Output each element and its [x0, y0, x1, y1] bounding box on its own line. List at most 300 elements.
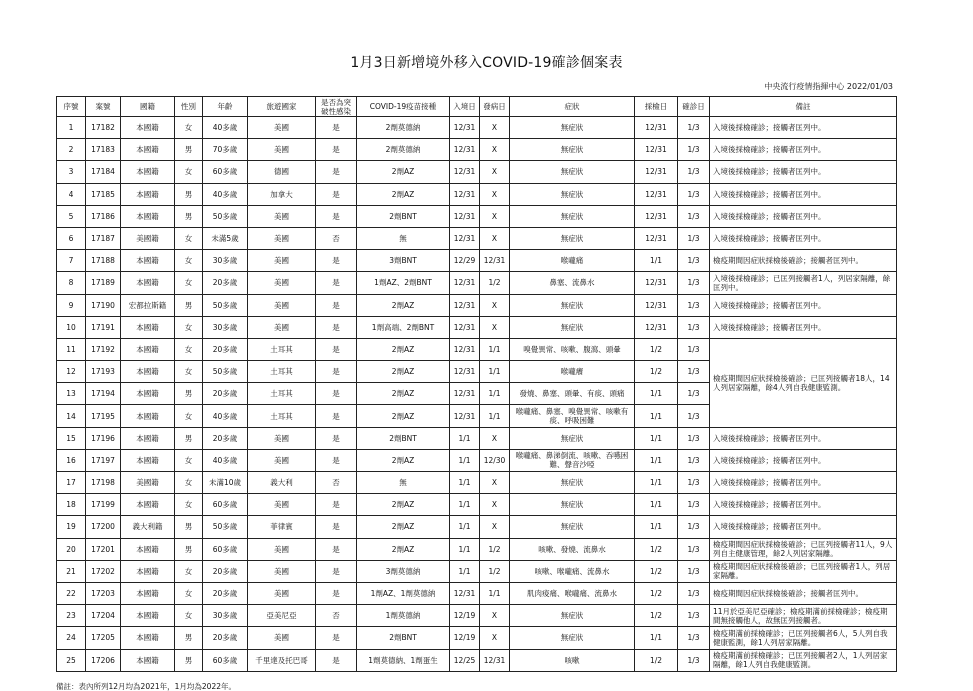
breakthrough-cell: 是 — [316, 183, 357, 205]
case-number-cell: 17182 — [86, 117, 121, 139]
table-row — [57, 472, 897, 494]
column-header: 性別 — [175, 97, 203, 117]
nationality-cell: 本國籍 — [121, 427, 175, 449]
case-number-cell: 17204 — [86, 605, 121, 627]
nationality-cell: 本國籍 — [121, 316, 175, 338]
confirm-date-cell: 1/3 — [678, 405, 710, 427]
travel-country-cell: 加拿大 — [248, 183, 316, 205]
onset-date-cell: 1/1 — [480, 405, 510, 427]
remark-cell: 入境後採檢確診；接觸者匡列中。 — [710, 139, 897, 161]
breakthrough-cell: 是 — [316, 205, 357, 227]
sex-cell: 女 — [175, 227, 203, 249]
symptom-cell: 咳嗽、喉嚨痛、流鼻水 — [510, 560, 635, 582]
test-date-cell: 1/2 — [635, 605, 678, 627]
serial-cell: 9 — [57, 294, 86, 316]
vaccine-cell: 2劑BNT — [357, 205, 450, 227]
remark-cell: 檢疫期滿前採檢確診；已匡列接觸者2人，1人列居家隔離，餘1人列自我健康監測。 — [710, 649, 897, 671]
test-date-cell: 12/31 — [635, 183, 678, 205]
travel-country-cell: 美國 — [248, 272, 316, 294]
age-cell: 50多歲 — [203, 361, 248, 383]
onset-date-cell: 1/1 — [480, 582, 510, 604]
serial-cell: 5 — [57, 205, 86, 227]
confirm-date-cell: 1/3 — [678, 649, 710, 671]
travel-country-cell: 土耳其 — [248, 338, 316, 360]
table-row — [57, 494, 897, 516]
case-number-cell: 17185 — [86, 183, 121, 205]
remark-cell: 入境後採檢確診；接觸者匡列中。 — [710, 117, 897, 139]
column-header: 發病日 — [480, 97, 510, 117]
nationality-cell: 本國籍 — [121, 627, 175, 649]
sex-cell: 女 — [175, 117, 203, 139]
test-date-cell: 1/1 — [635, 250, 678, 272]
case-number-cell: 17190 — [86, 294, 121, 316]
onset-date-cell: 1/2 — [480, 560, 510, 582]
sex-cell: 女 — [175, 449, 203, 471]
vaccine-cell: 2劑AZ — [357, 294, 450, 316]
vaccine-cell: 1劑AZ、1劑莫德納 — [357, 582, 450, 604]
table-row — [57, 338, 897, 360]
breakthrough-cell: 是 — [316, 649, 357, 671]
table-row — [57, 516, 897, 538]
breakthrough-cell: 是 — [316, 139, 357, 161]
sex-cell: 男 — [175, 383, 203, 405]
age-cell: 40多歲 — [203, 405, 248, 427]
vaccine-cell: 2劑AZ — [357, 183, 450, 205]
serial-cell: 11 — [57, 338, 86, 360]
confirm-date-cell: 1/3 — [678, 383, 710, 405]
symptom-cell: 喉嚨癢 — [510, 361, 635, 383]
nationality-cell: 本國籍 — [121, 361, 175, 383]
test-date-cell: 12/31 — [635, 161, 678, 183]
confirm-date-cell: 1/3 — [678, 250, 710, 272]
case-table — [56, 96, 897, 672]
travel-country-cell: 美國 — [248, 294, 316, 316]
confirm-date-cell: 1/3 — [678, 161, 710, 183]
age-cell: 50多歲 — [203, 516, 248, 538]
onset-date-cell: X — [480, 205, 510, 227]
breakthrough-cell: 是 — [316, 294, 357, 316]
nationality-cell: 本國籍 — [121, 405, 175, 427]
vaccine-cell: 3劑BNT — [357, 250, 450, 272]
case-number-cell: 17189 — [86, 272, 121, 294]
column-header: 序號 — [57, 97, 86, 117]
confirm-date-cell: 1/3 — [678, 494, 710, 516]
remark-cell: 入境後採檢確診；接觸者匡列中。 — [710, 183, 897, 205]
sex-cell: 男 — [175, 294, 203, 316]
vaccine-cell: 2劑莫德納 — [357, 139, 450, 161]
sex-cell: 女 — [175, 272, 203, 294]
age-cell: 50多歲 — [203, 205, 248, 227]
nationality-cell: 本國籍 — [121, 139, 175, 161]
entry-date-cell: 12/31 — [450, 316, 480, 338]
confirm-date-cell: 1/3 — [678, 272, 710, 294]
entry-date-cell: 12/31 — [450, 405, 480, 427]
test-date-cell: 1/1 — [635, 472, 678, 494]
remark-cell: 檢疫期間因症狀採檢後確診；已匡列接觸者1人，列居家隔離。 — [710, 560, 897, 582]
onset-date-cell: X — [480, 427, 510, 449]
onset-date-cell: 12/31 — [480, 649, 510, 671]
nationality-cell: 本國籍 — [121, 161, 175, 183]
case-number-cell: 17197 — [86, 449, 121, 471]
symptom-cell: 嗅覺異常、咳嗽、腹瀉、頭暈 — [510, 338, 635, 360]
symptom-cell: 無症狀 — [510, 627, 635, 649]
remark-cell: 入境後採檢確診；接觸者匡列中。 — [710, 472, 897, 494]
test-date-cell: 1/2 — [635, 582, 678, 604]
test-date-cell: 1/2 — [635, 649, 678, 671]
age-cell: 70多歲 — [203, 139, 248, 161]
onset-date-cell: X — [480, 139, 510, 161]
entry-date-cell: 12/31 — [450, 139, 480, 161]
onset-date-cell: 12/31 — [480, 250, 510, 272]
table-row — [57, 582, 897, 604]
remark-cell: 入境後採檢確診；已匡列接觸者1人，列居家隔離，餘匡列中。 — [710, 272, 897, 294]
test-date-cell: 1/1 — [635, 627, 678, 649]
case-number-cell: 17205 — [86, 627, 121, 649]
confirm-date-cell: 1/3 — [678, 205, 710, 227]
column-header: 入境日 — [450, 97, 480, 117]
entry-date-cell: 12/31 — [450, 227, 480, 249]
vaccine-cell: 2劑AZ — [357, 494, 450, 516]
breakthrough-cell: 是 — [316, 272, 357, 294]
travel-country-cell: 美國 — [248, 316, 316, 338]
serial-cell: 2 — [57, 139, 86, 161]
breakthrough-cell: 是 — [316, 361, 357, 383]
column-header: 採檢日 — [635, 97, 678, 117]
serial-cell: 7 — [57, 250, 86, 272]
symptom-cell: 無症狀 — [510, 117, 635, 139]
travel-country-cell: 美國 — [248, 427, 316, 449]
vaccine-cell: 3劑莫德納 — [357, 560, 450, 582]
symptom-cell: 咳嗽 — [510, 649, 635, 671]
case-number-cell: 17199 — [86, 494, 121, 516]
source-date: 中央流行疫情指揮中心 2022/01/03 — [764, 82, 893, 91]
vaccine-cell: 2劑AZ — [357, 538, 450, 560]
entry-date-cell: 12/31 — [450, 361, 480, 383]
vaccine-cell: 1劑莫德納 — [357, 605, 450, 627]
breakthrough-cell: 是 — [316, 516, 357, 538]
entry-date-cell: 1/1 — [450, 516, 480, 538]
breakthrough-cell: 是 — [316, 405, 357, 427]
breakthrough-cell: 是 — [316, 316, 357, 338]
table-row — [57, 538, 897, 560]
symptom-cell: 無症狀 — [510, 183, 635, 205]
onset-date-cell: 1/1 — [480, 338, 510, 360]
test-date-cell: 12/31 — [635, 227, 678, 249]
vaccine-cell: 2劑AZ — [357, 516, 450, 538]
entry-date-cell: 1/1 — [450, 560, 480, 582]
remark-cell: 入境後採檢確診；接觸者匡列中。 — [710, 316, 897, 338]
age-cell: 20多歲 — [203, 560, 248, 582]
age-cell: 40多歲 — [203, 449, 248, 471]
case-number-cell: 17202 — [86, 560, 121, 582]
nationality-cell: 美國籍 — [121, 472, 175, 494]
vaccine-cell: 2劑AZ — [357, 405, 450, 427]
symptom-cell: 發燒、鼻塞、頭暈、有痰、頭痛 — [510, 383, 635, 405]
table-row — [57, 560, 897, 582]
age-cell: 40多歲 — [203, 117, 248, 139]
entry-date-cell: 12/31 — [450, 117, 480, 139]
travel-country-cell: 美國 — [248, 250, 316, 272]
entry-date-cell: 12/31 — [450, 183, 480, 205]
case-number-cell: 17196 — [86, 427, 121, 449]
entry-date-cell: 12/31 — [450, 582, 480, 604]
breakthrough-cell: 是 — [316, 494, 357, 516]
nationality-cell: 本國籍 — [121, 338, 175, 360]
symptom-cell: 無症狀 — [510, 516, 635, 538]
table-row — [57, 161, 897, 183]
nationality-cell: 本國籍 — [121, 605, 175, 627]
onset-date-cell: X — [480, 516, 510, 538]
entry-date-cell: 1/1 — [450, 538, 480, 560]
symptom-cell: 無症狀 — [510, 494, 635, 516]
test-date-cell: 1/1 — [635, 383, 678, 405]
vaccine-cell: 2劑AZ — [357, 383, 450, 405]
nationality-cell: 本國籍 — [121, 383, 175, 405]
test-date-cell: 1/1 — [635, 449, 678, 471]
breakthrough-cell: 是 — [316, 161, 357, 183]
test-date-cell: 12/31 — [635, 139, 678, 161]
remark-cell: 檢疫期間因症狀採檢後確診；接觸者匡列中。 — [710, 250, 897, 272]
column-header: 國籍 — [121, 97, 175, 117]
symptom-cell: 無症狀 — [510, 316, 635, 338]
travel-country-cell: 美國 — [248, 494, 316, 516]
nationality-cell: 本國籍 — [121, 649, 175, 671]
sex-cell: 女 — [175, 405, 203, 427]
onset-date-cell: X — [480, 294, 510, 316]
symptom-cell: 無症狀 — [510, 472, 635, 494]
remark-cell: 入境後採檢確診；接觸者匡列中。 — [710, 427, 897, 449]
sex-cell: 男 — [175, 139, 203, 161]
entry-date-cell: 12/31 — [450, 294, 480, 316]
vaccine-cell: 2劑BNT — [357, 427, 450, 449]
column-header: 症狀 — [510, 97, 635, 117]
entry-date-cell: 12/31 — [450, 205, 480, 227]
onset-date-cell: 1/2 — [480, 272, 510, 294]
travel-country-cell: 美國 — [248, 627, 316, 649]
remark-cell: 檢疫期間因症狀採檢後確診；已匡列接觸者11人，9人列自主健康管理，餘2人列居家隔離。 — [710, 538, 897, 560]
breakthrough-cell: 是 — [316, 538, 357, 560]
table-row — [57, 627, 897, 649]
test-date-cell: 1/2 — [635, 361, 678, 383]
serial-cell: 1 — [57, 117, 86, 139]
vaccine-cell: 無 — [357, 472, 450, 494]
serial-cell: 8 — [57, 272, 86, 294]
test-date-cell: 1/1 — [635, 427, 678, 449]
merged-remark-cell: 檢疫期間因症狀採檢後確診；已匡列接觸者18人，14人列居家隔離，餘4人列自我健康監測。 — [710, 338, 897, 427]
sex-cell: 女 — [175, 338, 203, 360]
travel-country-cell: 千里達及托巴哥 — [248, 649, 316, 671]
serial-cell: 25 — [57, 649, 86, 671]
case-number-cell: 17191 — [86, 316, 121, 338]
entry-date-cell: 12/31 — [450, 338, 480, 360]
table-row — [57, 117, 897, 139]
onset-date-cell: X — [480, 161, 510, 183]
case-number-cell: 17206 — [86, 649, 121, 671]
entry-date-cell: 12/25 — [450, 649, 480, 671]
case-number-cell: 17184 — [86, 161, 121, 183]
column-header: 旅遊國家 — [248, 97, 316, 117]
sex-cell: 男 — [175, 538, 203, 560]
breakthrough-cell: 是 — [316, 338, 357, 360]
nationality-cell: 本國籍 — [121, 582, 175, 604]
confirm-date-cell: 1/3 — [678, 538, 710, 560]
confirm-date-cell: 1/3 — [678, 627, 710, 649]
age-cell: 20多歲 — [203, 338, 248, 360]
remark-cell: 入境後採檢確診；接觸者匡列中。 — [710, 161, 897, 183]
nationality-cell: 本國籍 — [121, 250, 175, 272]
table-row — [57, 227, 897, 249]
table-row — [57, 316, 897, 338]
vaccine-cell: 2劑AZ — [357, 338, 450, 360]
test-date-cell: 1/1 — [635, 494, 678, 516]
vaccine-cell: 2劑AZ — [357, 361, 450, 383]
serial-cell: 18 — [57, 494, 86, 516]
table-row — [57, 294, 897, 316]
onset-date-cell: X — [480, 627, 510, 649]
serial-cell: 14 — [57, 405, 86, 427]
travel-country-cell: 美國 — [248, 538, 316, 560]
travel-country-cell: 菲律賓 — [248, 516, 316, 538]
confirm-date-cell: 1/3 — [678, 605, 710, 627]
symptom-cell: 肌肉痠痛、喉嚨痛、流鼻水 — [510, 582, 635, 604]
sex-cell: 男 — [175, 627, 203, 649]
sex-cell: 女 — [175, 361, 203, 383]
column-header: 備註 — [710, 97, 897, 117]
confirm-date-cell: 1/3 — [678, 183, 710, 205]
age-cell: 30多歲 — [203, 250, 248, 272]
entry-date-cell: 12/19 — [450, 627, 480, 649]
onset-date-cell: X — [480, 472, 510, 494]
nationality-cell: 本國籍 — [121, 449, 175, 471]
sex-cell: 男 — [175, 516, 203, 538]
travel-country-cell: 亞美尼亞 — [248, 605, 316, 627]
test-date-cell: 12/31 — [635, 205, 678, 227]
travel-country-cell: 德國 — [248, 161, 316, 183]
table-row — [57, 427, 897, 449]
nationality-cell: 本國籍 — [121, 117, 175, 139]
serial-cell: 13 — [57, 383, 86, 405]
nationality-cell: 本國籍 — [121, 494, 175, 516]
serial-cell: 22 — [57, 582, 86, 604]
serial-cell: 20 — [57, 538, 86, 560]
age-cell: 30多歲 — [203, 316, 248, 338]
onset-date-cell: 1/1 — [480, 383, 510, 405]
serial-cell: 12 — [57, 361, 86, 383]
remark-cell: 入境後採檢確診；接觸者匡列中。 — [710, 227, 897, 249]
symptom-cell: 無症狀 — [510, 605, 635, 627]
travel-country-cell: 美國 — [248, 205, 316, 227]
serial-cell: 15 — [57, 427, 86, 449]
confirm-date-cell: 1/3 — [678, 139, 710, 161]
onset-date-cell: 12/30 — [480, 449, 510, 471]
confirm-date-cell: 1/3 — [678, 449, 710, 471]
table-row — [57, 139, 897, 161]
entry-date-cell: 12/31 — [450, 272, 480, 294]
case-number-cell: 17183 — [86, 139, 121, 161]
serial-cell: 16 — [57, 449, 86, 471]
age-cell: 40多歲 — [203, 183, 248, 205]
test-date-cell: 1/2 — [635, 538, 678, 560]
test-date-cell: 12/31 — [635, 272, 678, 294]
symptom-cell: 無症狀 — [510, 205, 635, 227]
vaccine-cell: 1劑莫德納、1劑蛋生 — [357, 649, 450, 671]
onset-date-cell: X — [480, 494, 510, 516]
remark-cell: 入境後採檢確診；接觸者匡列中。 — [710, 494, 897, 516]
case-number-cell: 17187 — [86, 227, 121, 249]
travel-country-cell: 美國 — [248, 227, 316, 249]
symptom-cell: 喉嚨痛、鼻涕倒流、咳嗽、吞嚥困難、聲音沙啞 — [510, 449, 635, 471]
serial-cell: 21 — [57, 560, 86, 582]
case-number-cell: 17186 — [86, 205, 121, 227]
age-cell: 60多歲 — [203, 494, 248, 516]
vaccine-cell: 1劑AZ、2劑BNT — [357, 272, 450, 294]
vaccine-cell: 1劑高端、2劑BNT — [357, 316, 450, 338]
case-number-cell: 17198 — [86, 472, 121, 494]
age-cell: 未滿10歲 — [203, 472, 248, 494]
vaccine-cell: 無 — [357, 227, 450, 249]
serial-cell: 4 — [57, 183, 86, 205]
sex-cell: 女 — [175, 560, 203, 582]
remark-cell: 檢疫期滿前採檢確診；已匡列接觸者6人，5人列自我健康監測，餘1人列居家隔離。 — [710, 627, 897, 649]
confirm-date-cell: 1/3 — [678, 227, 710, 249]
test-date-cell: 1/1 — [635, 516, 678, 538]
header-row — [57, 97, 897, 117]
remark-cell: 11月於亞美尼亞確診；檢疫期滿前採檢確診；檢疫期間無接觸他人，故無匡列接觸者。 — [710, 605, 897, 627]
case-number-cell: 17192 — [86, 338, 121, 360]
entry-date-cell: 1/1 — [450, 449, 480, 471]
breakthrough-cell: 否 — [316, 227, 357, 249]
breakthrough-cell: 是 — [316, 582, 357, 604]
age-cell: 20多歲 — [203, 627, 248, 649]
confirm-date-cell: 1/3 — [678, 117, 710, 139]
remark-cell: 檢疫期間因症狀採檢後確診；接觸者匡列中。 — [710, 582, 897, 604]
entry-date-cell: 1/1 — [450, 427, 480, 449]
onset-date-cell: X — [480, 605, 510, 627]
sex-cell: 男 — [175, 183, 203, 205]
symptom-cell: 無症狀 — [510, 294, 635, 316]
symptom-cell: 喉嚨痛、鼻塞、嗅覺異常、咳嗽有痰、呼吸困難 — [510, 405, 635, 427]
entry-date-cell: 12/31 — [450, 161, 480, 183]
symptom-cell: 無症狀 — [510, 161, 635, 183]
case-number-cell: 17200 — [86, 516, 121, 538]
entry-date-cell: 1/1 — [450, 472, 480, 494]
table-row — [57, 205, 897, 227]
confirm-date-cell: 1/3 — [678, 361, 710, 383]
nationality-cell: 本國籍 — [121, 183, 175, 205]
symptom-cell: 鼻塞、流鼻水 — [510, 272, 635, 294]
age-cell: 60多歲 — [203, 161, 248, 183]
vaccine-cell: 2劑AZ — [357, 449, 450, 471]
sex-cell: 女 — [175, 494, 203, 516]
age-cell: 30多歲 — [203, 605, 248, 627]
sex-cell: 女 — [175, 250, 203, 272]
serial-cell: 10 — [57, 316, 86, 338]
confirm-date-cell: 1/3 — [678, 338, 710, 360]
serial-cell: 3 — [57, 161, 86, 183]
entry-date-cell: 12/29 — [450, 250, 480, 272]
test-date-cell: 12/31 — [635, 316, 678, 338]
column-header: 確診日 — [678, 97, 710, 117]
test-date-cell: 1/2 — [635, 560, 678, 582]
sex-cell: 男 — [175, 649, 203, 671]
sex-cell: 男 — [175, 205, 203, 227]
travel-country-cell: 義大利 — [248, 472, 316, 494]
case-number-cell: 17188 — [86, 250, 121, 272]
vaccine-cell: 2劑莫德納 — [357, 117, 450, 139]
remark-cell: 入境後採檢確診；接觸者匡列中。 — [710, 516, 897, 538]
onset-date-cell: X — [480, 183, 510, 205]
case-number-cell: 17203 — [86, 582, 121, 604]
